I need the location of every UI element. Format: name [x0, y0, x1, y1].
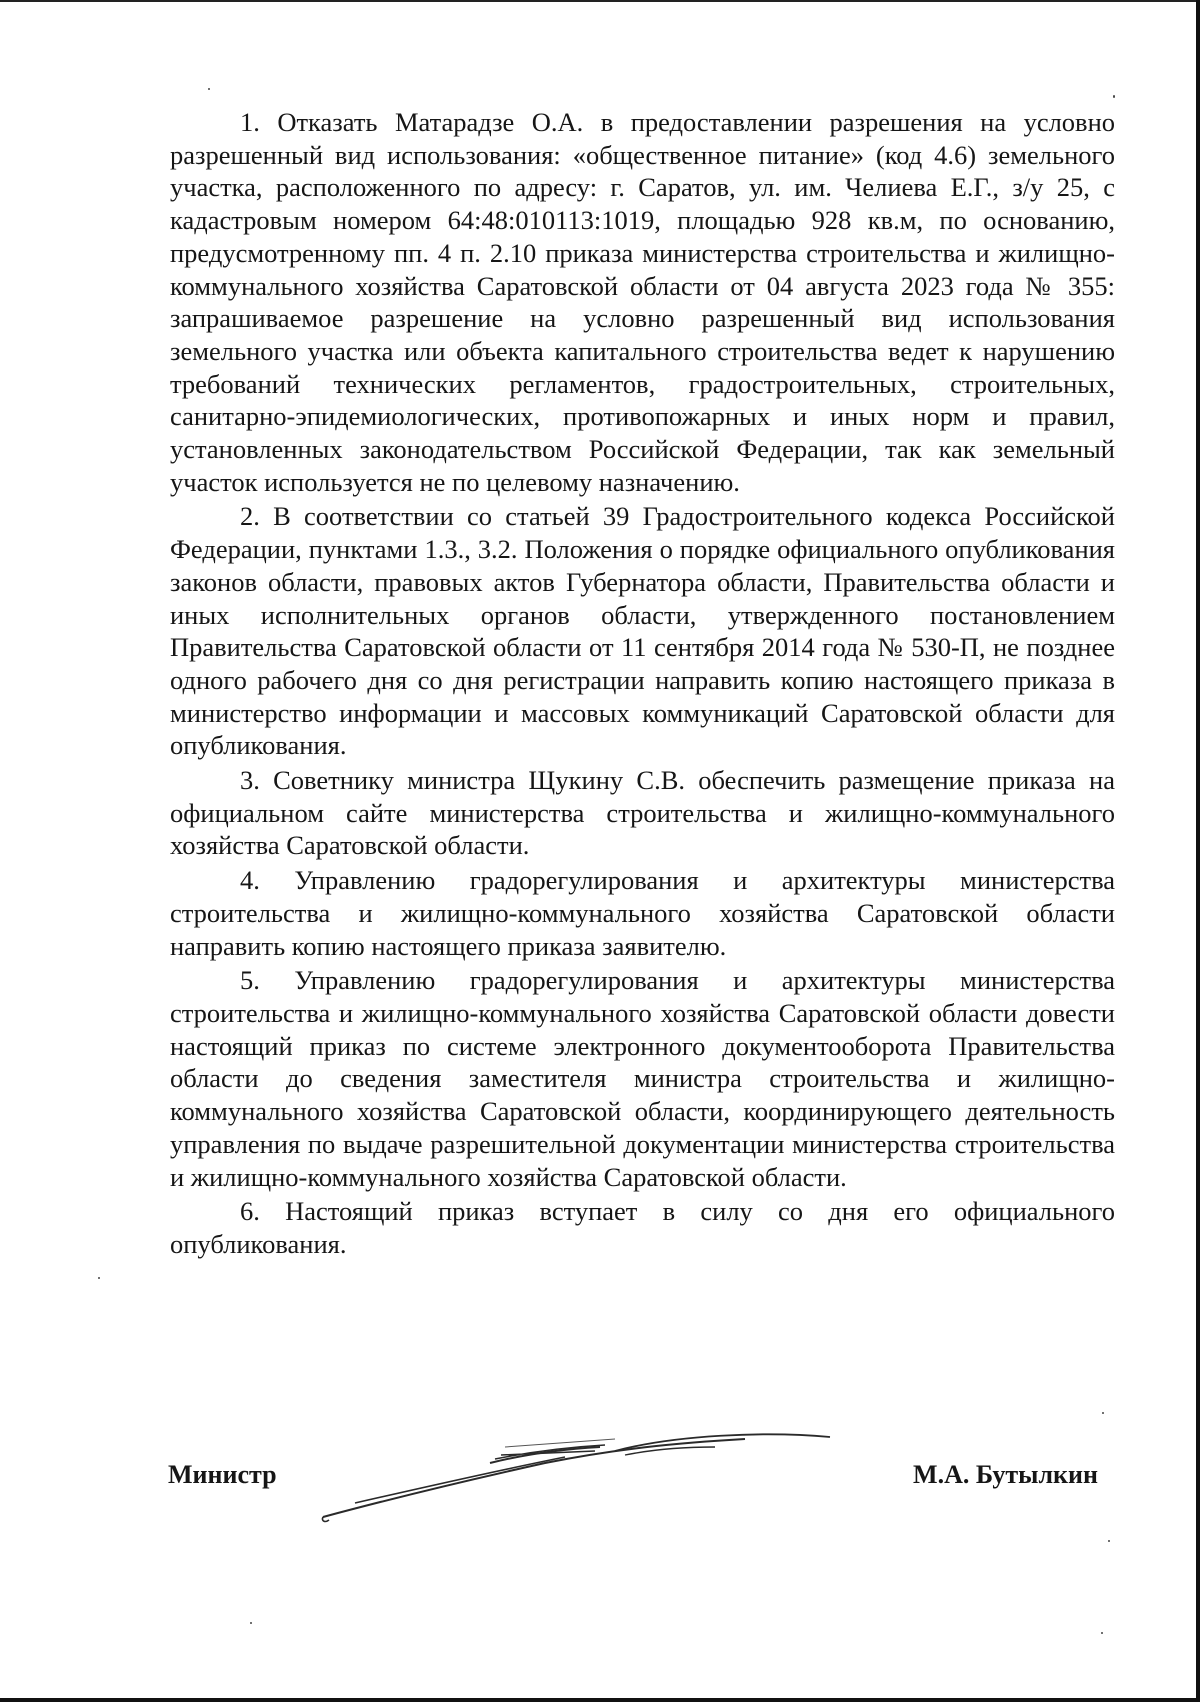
- signature-block: [168, 1460, 1098, 1520]
- order-paragraph-3: 3. Советнику министра Щукину С.В. обеспечить размещение приказа на официальном сайте министерства строительства и жилищно-коммунального хозяйства Саратовской области.: [170, 765, 1115, 861]
- scan-speck: [250, 1622, 252, 1624]
- order-body: [170, 106, 1115, 1261]
- scan-speck: [1108, 1540, 1110, 1542]
- order-paragraph-1: 1. Отказать Матарадзе О.А. в предоставлении разрешения на условно разрешенный вид использования: «общественное питание» (код 4.6) земельного участка, расположенного по адресу: г. Саратов, ул. им. Челиева Е.Г., з/у 25, с кадастровым номером 64:48:010113:1019, площадью 928 кв.м, по основанию, предусмотренному пп. 4 п. 2.10 приказа министерства строительства и жилищно-коммунального хозяйства Саратовской области от 04 августа 2023 года № 355: запрашиваемое разрешение на условно разрешенный вид использования земельного участка или объекта капитального строительства ведет к нарушению требований технических регламентов, градостроительных, строительных, санитарно-эпидемиологических, противопожарных и иных норм и правил, установленных законодательством Российской Федерации, так как земельный участок используется не по целевому назначению.: [170, 107, 1115, 497]
- scan-border-top: [0, 0, 1200, 2]
- signer-position: Министр: [168, 1460, 277, 1489]
- order-paragraph-4: 4. Управлению градорегулирования и архитектуры министерства строительства и жилищно-коммунального хозяйства Саратовской области направить копию настоящего приказа заявителю.: [170, 865, 1115, 961]
- scan-speck: [1102, 1412, 1104, 1414]
- order-paragraph-2: 2. В соответствии со статьей 39 Градостроительного кодекса Российской Федерации, пунктами 1.3., 3.2. Положения о порядке официального опубликования законов области, правовых актов Губернатора области, Правительства области и иных исполнительных органов области, утвержденного постановлением Правительства Саратовской области от 11 сентября 2014 года № 530-П, не позднее одного рабочего дня со дня регистрации направить копию настоящего приказа в министерство информации и массовых коммуникаций Саратовской области для опубликования.: [170, 501, 1115, 761]
- scan-speck: [208, 88, 210, 90]
- order-paragraph-6: 6. Настоящий приказ вступает в силу со дня его официального опубликования.: [170, 1196, 1115, 1259]
- scan-border-right: [1196, 0, 1200, 1702]
- scan-speck: [98, 1277, 100, 1279]
- signer-name: М.А. Бутылкин: [913, 1460, 1098, 1489]
- scan-border-bottom: [0, 1698, 1200, 1702]
- scan-speck: [1101, 1632, 1103, 1634]
- scan-speck: [1113, 95, 1115, 98]
- order-paragraph-5: 5. Управлению градорегулирования и архитектуры министерства строительства и жилищно-коммунального хозяйства Саратовской области довести настоящий приказ по системе электронного документооборота Правительства области до сведения заместителя министра строительства и жилищно-коммунального хозяйства Саратовской области, координирующего деятельность управления по выдаче разрешительной документации министерства строительства и жилищно-коммунального хозяйства Саратовской области.: [170, 965, 1115, 1192]
